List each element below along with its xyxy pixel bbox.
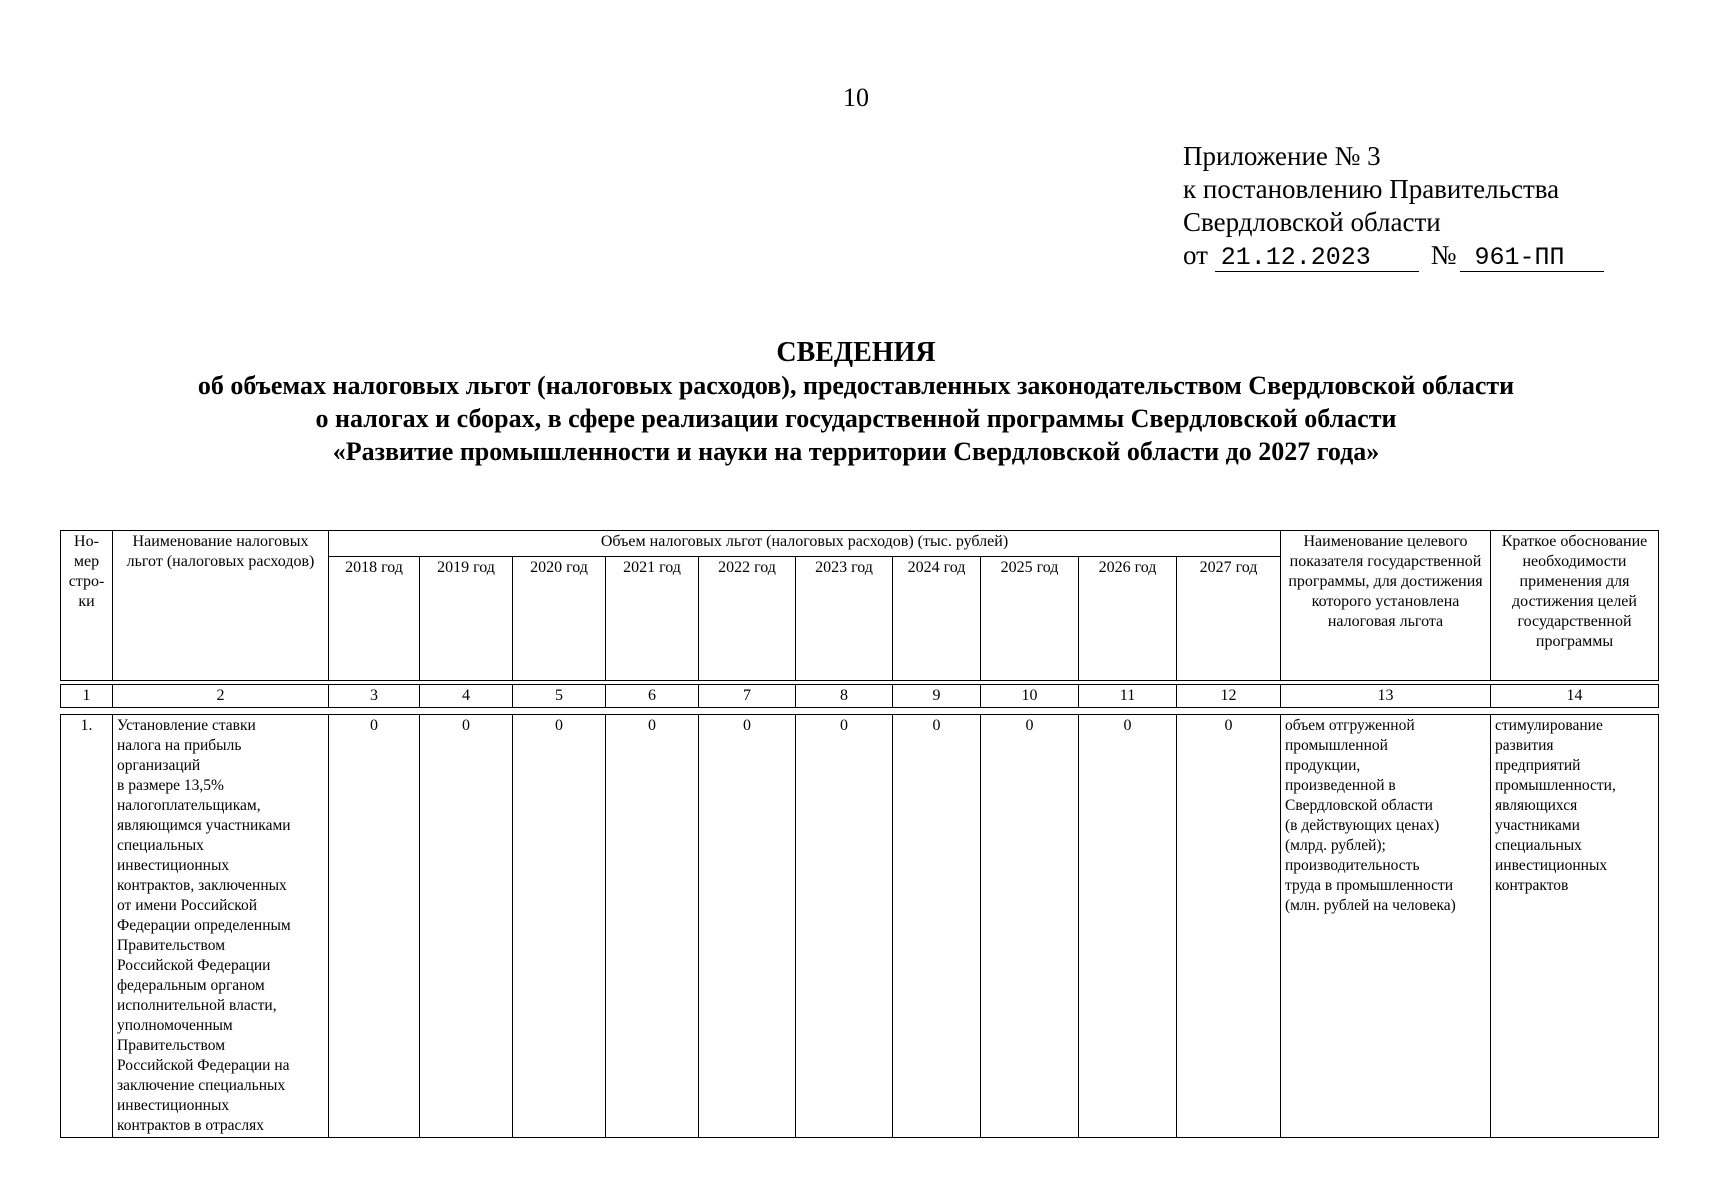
year-value: 0	[699, 715, 796, 1138]
header-benefit-name: Наименование налоговых льгот (налоговых расходов)	[113, 531, 329, 681]
column-number: 6	[606, 685, 699, 708]
column-number: 9	[893, 685, 981, 708]
appendix-block	[1183, 140, 1604, 272]
year-value: 0	[796, 715, 893, 1138]
column-number: 10	[981, 685, 1079, 708]
year-value: 0	[1079, 715, 1177, 1138]
benefit-name: Установление ставки налога на прибыль организаций в размере 13,5% налогоплательщикам, являющимся участниками специальных инвестиционных контрактов, заключенных от имени Российской Федерации определенным Правительством Российской Федерации федеральным органом исполнительной власти, уполномоченным Правительством Российской Федерации на заключение специальных инвестиционных контрактов в отраслях	[113, 715, 329, 1138]
column-number-row	[60, 684, 1659, 708]
header-year: 2021 год	[606, 557, 699, 681]
header-year: 2025 год	[981, 557, 1079, 681]
appendix-region-line: Свердловской области	[1183, 207, 1441, 237]
document-heading	[0, 336, 1712, 468]
year-value: 0	[981, 715, 1079, 1138]
column-number: 13	[1281, 685, 1491, 708]
header-target-indicator: Наименование целевого показателя государственной программы, для достижения которого установлена налоговая льгота	[1281, 531, 1491, 681]
heading-line-2: о налогах и сборах, в сфере реализации государственной программы Свердловской области	[315, 404, 1397, 433]
column-number: 4	[420, 685, 513, 708]
column-number: 5	[513, 685, 606, 708]
date-prefix: от	[1183, 240, 1208, 270]
header-row-number: Но- мер стро- ки	[61, 531, 113, 681]
column-number: 1	[61, 685, 113, 708]
resolution-date: 21.12.2023	[1215, 245, 1419, 272]
appendix-title: Приложение № 3	[1183, 141, 1381, 171]
target-indicator: объем отгруженной промышленной продукции, произведенной в Свердловской области (в действующих ценах) (млрд. рублей); производительность труда в промышленности (млн. рублей на человека)	[1281, 715, 1491, 1138]
header-year: 2022 год	[699, 557, 796, 681]
header-year: 2023 год	[796, 557, 893, 681]
row-number: 1.	[61, 715, 113, 1138]
column-number: 11	[1079, 685, 1177, 708]
header-year: 2027 год	[1177, 557, 1281, 681]
heading-line-1: об объемах налоговых льгот (налоговых расходов), предоставленных законодательством Свердловской области	[197, 371, 1515, 400]
column-number: 2	[113, 685, 329, 708]
header-justification: Краткое обоснование необходимости применения для достижения целей государственной программы	[1491, 531, 1659, 681]
header-year: 2018 год	[329, 557, 420, 681]
table-row	[61, 715, 1659, 1138]
header-volume-group: Объем налоговых льгот (налоговых расходов) (тыс. рублей)	[329, 531, 1281, 557]
column-number: 12	[1177, 685, 1281, 708]
column-number: 14	[1491, 685, 1659, 708]
header-year: 2024 год	[893, 557, 981, 681]
year-value: 0	[893, 715, 981, 1138]
appendix-resolution-line: к постановлению Правительства	[1183, 174, 1560, 204]
column-number: 3	[329, 685, 420, 708]
table-body	[60, 714, 1659, 1138]
year-value: 0	[420, 715, 513, 1138]
header-year: 2020 год	[513, 557, 606, 681]
year-value: 0	[329, 715, 420, 1138]
page-number: 10	[843, 83, 869, 112]
document-title: СВЕДЕНИЯ	[776, 337, 936, 368]
header-year: 2019 год	[420, 557, 513, 681]
heading-line-3: «Развитие промышленности и науки на территории Свердловской области до 2027 года»	[332, 437, 1380, 466]
table-header	[60, 530, 1659, 681]
resolution-number: 961-ПП	[1460, 245, 1604, 272]
year-value: 0	[1177, 715, 1281, 1138]
justification: стимулирование развития предприятий промышленности, являющихся участниками специальных инвестиционных контрактов	[1491, 715, 1659, 1138]
appendix-date-line	[1183, 239, 1604, 272]
column-number: 7	[699, 685, 796, 708]
header-year: 2026 год	[1079, 557, 1177, 681]
year-value: 0	[606, 715, 699, 1138]
column-number: 8	[796, 685, 893, 708]
year-value: 0	[513, 715, 606, 1138]
number-prefix: №	[1430, 240, 1457, 270]
